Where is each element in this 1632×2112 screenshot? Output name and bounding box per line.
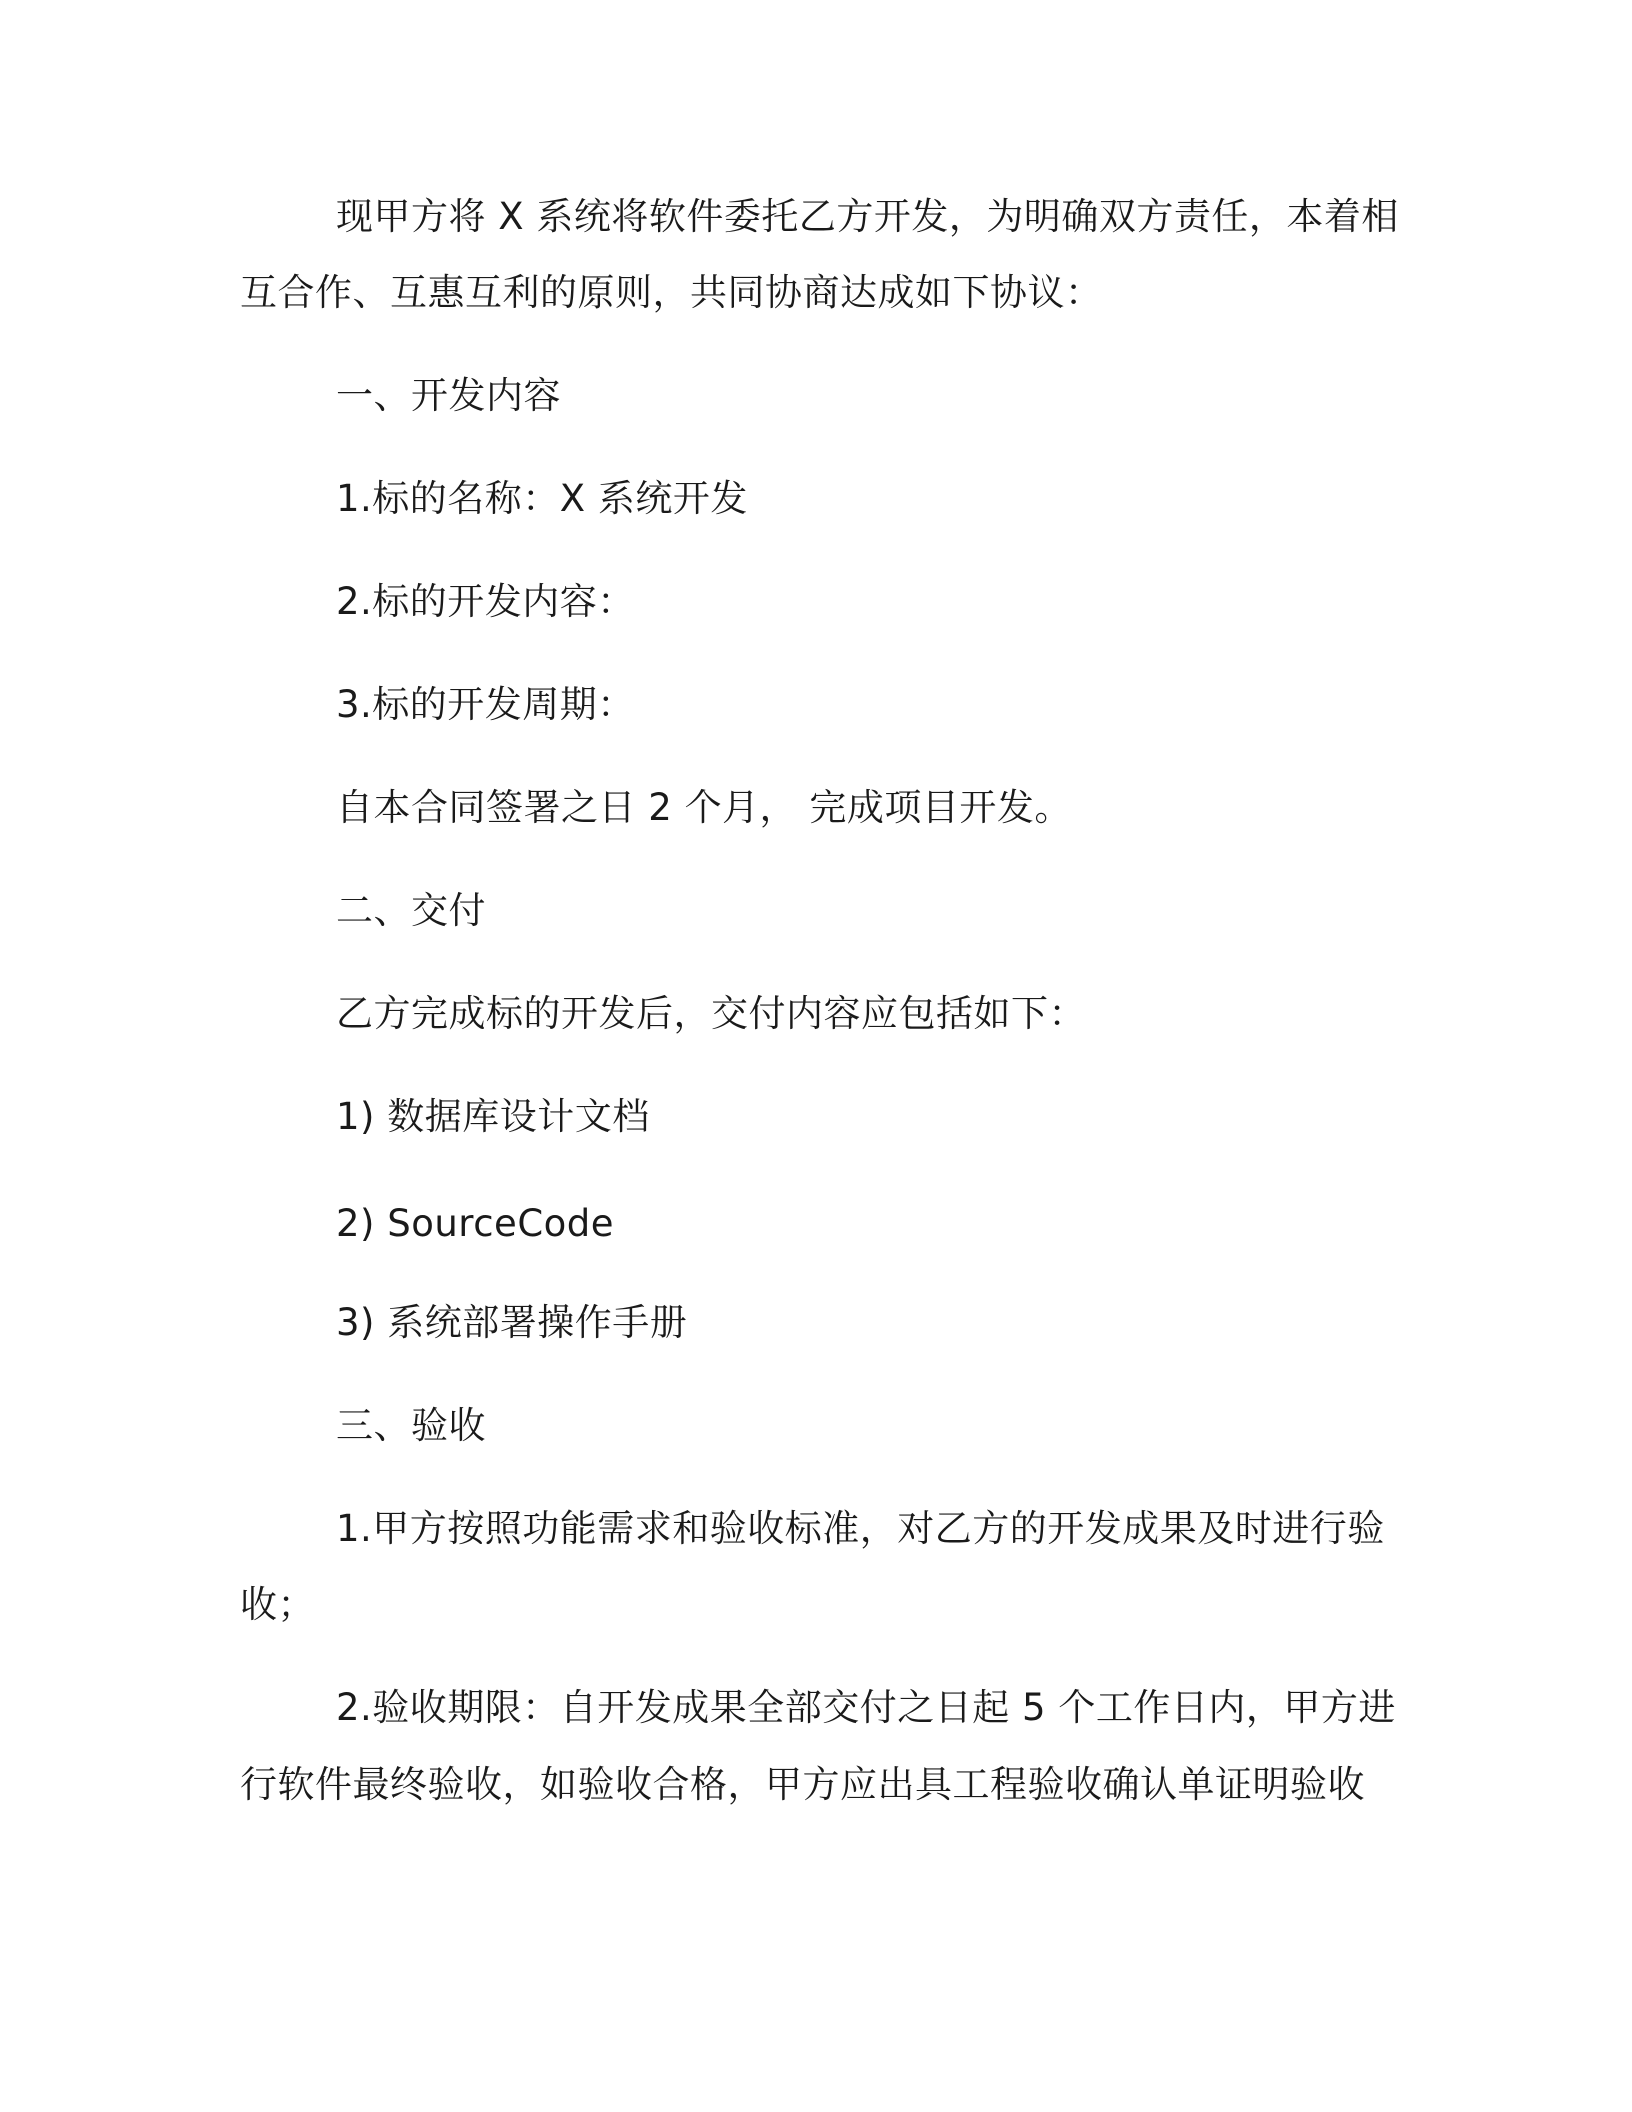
acceptance-item-2-line-1: 2.验收期限：自开发成果全部交付之日起 5 个工作日内，甲方进	[336, 1686, 1396, 1729]
acceptance-item-1-line-1: 1.甲方按照功能需求和验收标准，对乙方的开发成果及时进行验	[336, 1507, 1385, 1550]
intro-paragraph-line-2: 互合作、互惠互利的原则，共同协商达成如下协议：	[240, 271, 1103, 314]
acceptance-item-2-line-2: 行软件最终验收，如验收合格，甲方应出具工程验收确认单证明验收	[240, 1763, 1365, 1806]
item-development-period: 3.标的开发周期：	[336, 683, 635, 726]
section-heading-delivery: 二、交付	[336, 889, 486, 932]
delivery-item-1: 1) 数据库设计文档	[336, 1095, 650, 1138]
acceptance-item-1-line-2: 收；	[240, 1583, 315, 1626]
delivery-item-3: 3) 系统部署操作手册	[336, 1301, 688, 1344]
item-development-content: 2.标的开发内容：	[336, 580, 635, 623]
section-heading-acceptance: 三、验收	[336, 1404, 486, 1447]
period-text: 自本合同签署之日 2 个月， 完成项目开发。	[336, 786, 1072, 829]
item-subject-name: 1.标的名称：X 系统开发	[336, 477, 748, 520]
delivery-item-2: 2) SourceCode	[336, 1202, 615, 1245]
section-heading-development: 一、开发内容	[336, 374, 561, 417]
intro-paragraph-line-1: 现甲方将 X 系统将软件委托乙方开发，为明确双方责任，本着相	[336, 195, 1399, 238]
delivery-intro: 乙方完成标的开发后，交付内容应包括如下：	[336, 992, 1086, 1035]
